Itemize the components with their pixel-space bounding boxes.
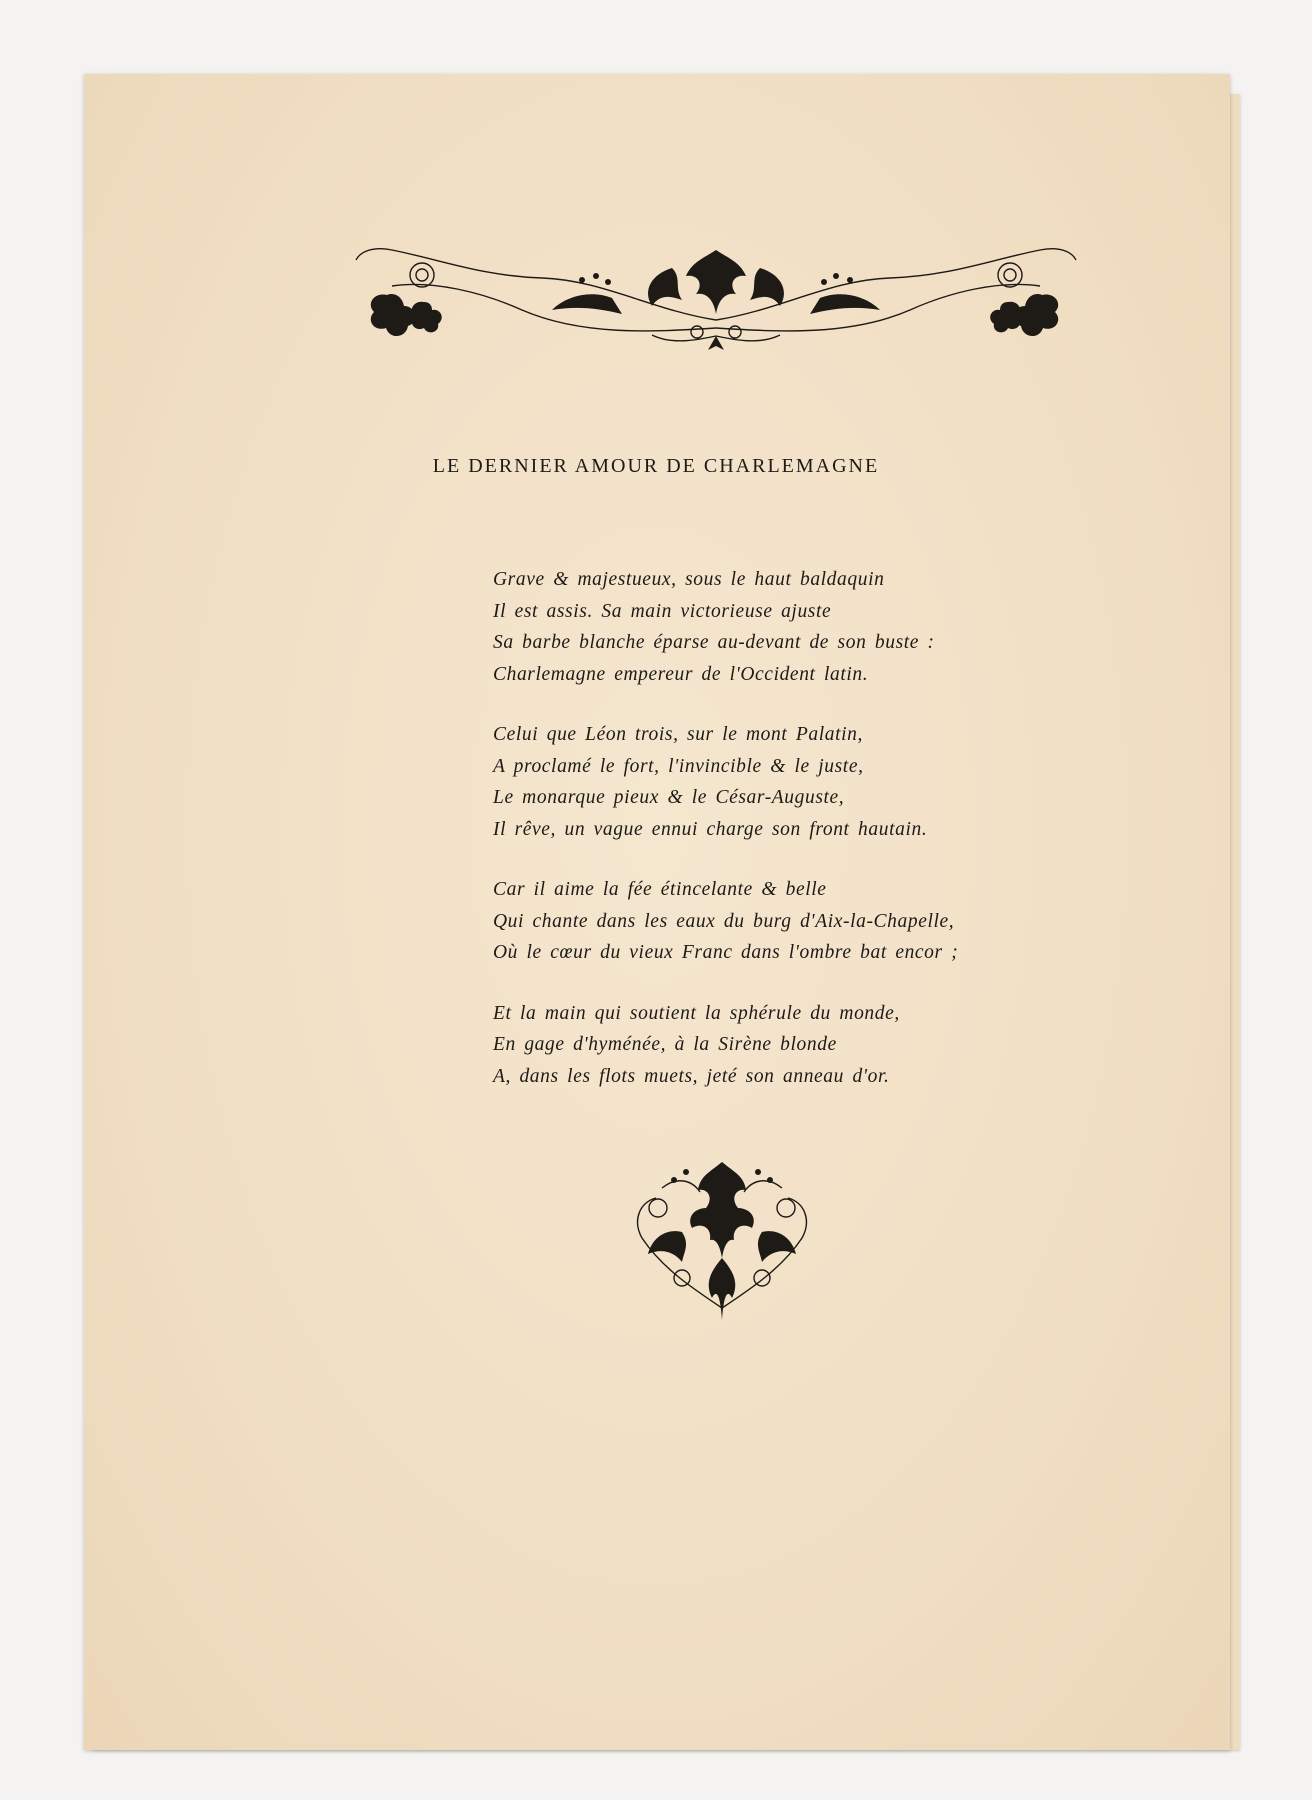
floral-tailpiece-ornament (622, 1158, 822, 1322)
poem-line: Le monarque pieux & le César-Auguste, (493, 787, 845, 808)
floral-headpiece-ornament (352, 240, 1080, 370)
poem-line: A, dans les flots muets, jeté son anneau d'or. (493, 1065, 890, 1087)
stanza (493, 874, 1053, 969)
poem-line: Et la main qui soutient la sphérule du monde, (493, 1002, 900, 1024)
poem-line: Qui chante dans les eaux du burg d'Aix-la-Chapelle, (493, 910, 955, 932)
poem-title: LE DERNIER AMOUR DE CHARLEMAGNE (432, 455, 880, 477)
stanza (493, 719, 1053, 845)
poem-line: Il est assis. Sa main victorieuse ajuste (493, 600, 832, 622)
poem-line: Où le cœur du vieux Franc dans l'ombre bat encor ; (493, 942, 959, 963)
poem-line: Il rêve, un vague ennui charge son front hautain. (493, 818, 928, 840)
stanza (493, 998, 1053, 1093)
poem-line: Sa barbe blanche éparse au-devant de son buste : (493, 632, 935, 653)
poem-line: Celui que Léon trois, sur le mont Palatin, (493, 724, 863, 745)
poem-body (493, 564, 1053, 1121)
stanza (493, 564, 1053, 690)
poem-line: En gage d'hyménée, à la Sirène blonde (493, 1034, 837, 1055)
poem-line: Charlemagne empereur de l'Occident latin. (493, 663, 869, 685)
poem-line: A proclamé le fort, l'invincible & le juste, (493, 755, 864, 777)
poem-line: Car il aime la fée étincelante & belle (493, 879, 827, 900)
poem-line: Grave & majestueux, sous le haut baldaquin (493, 569, 885, 590)
